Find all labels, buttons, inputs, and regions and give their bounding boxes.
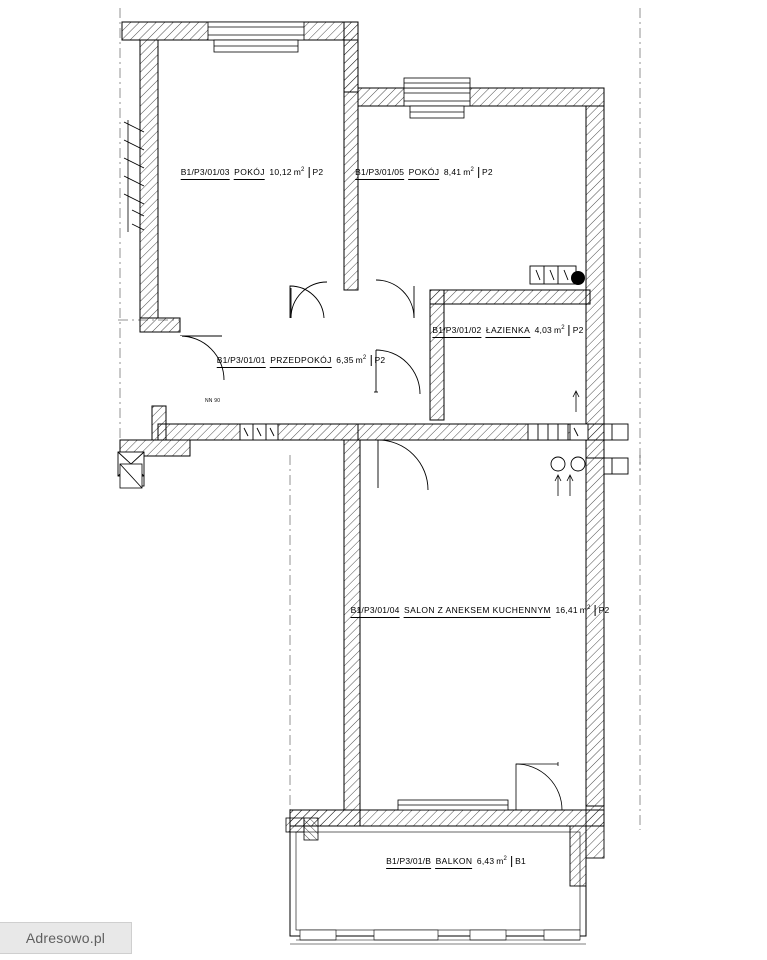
room-name: PRZEDPOKÓJ [270, 354, 332, 368]
room-area: 10,12 $m^2$ P2 [269, 167, 324, 177]
watermark-adresowo [0, 922, 132, 954]
room-label-przedpokoj-01 [217, 348, 386, 370]
room-code: B1/P3/01/03 [181, 167, 230, 180]
room-code: B1/P3/01/04 [351, 605, 400, 618]
room-label-lazienka-02 [432, 318, 583, 340]
room-area: 6,35 $m^2$ P2 [336, 355, 386, 365]
room-label-pokoj-05 [355, 160, 493, 182]
room-label-pokoj-03 [181, 160, 324, 182]
room-code: B1/P3/01/B [386, 856, 431, 869]
room-name: POKÓJ [409, 166, 440, 180]
room-label-salon-04 [351, 598, 610, 620]
watermark-text: Adresowo.pl [25, 930, 106, 946]
room-area: 16,41 $m^2$ P2 [555, 605, 610, 615]
door-tag-annotation: NN 90 [205, 398, 221, 404]
room-name: BALKON [436, 855, 473, 869]
room-name: ŁAZIENKA [486, 324, 530, 338]
room-name: POKÓJ [234, 166, 265, 180]
room-code: B1/P3/01/05 [355, 167, 404, 180]
room-code: B1/P3/01/01 [217, 355, 266, 368]
room-code: B1/P3/01/02 [432, 325, 481, 338]
room-area: 4,03 $m^2$ P2 [534, 325, 584, 335]
room-name: SALON Z ANEKSEM KUCHENNYM [404, 604, 551, 618]
room-area: 6,43 $m^2$ B1 [476, 856, 526, 866]
room-label-balkon-b [386, 849, 526, 871]
room-area: 8,41 $m^2$ P2 [443, 167, 493, 177]
